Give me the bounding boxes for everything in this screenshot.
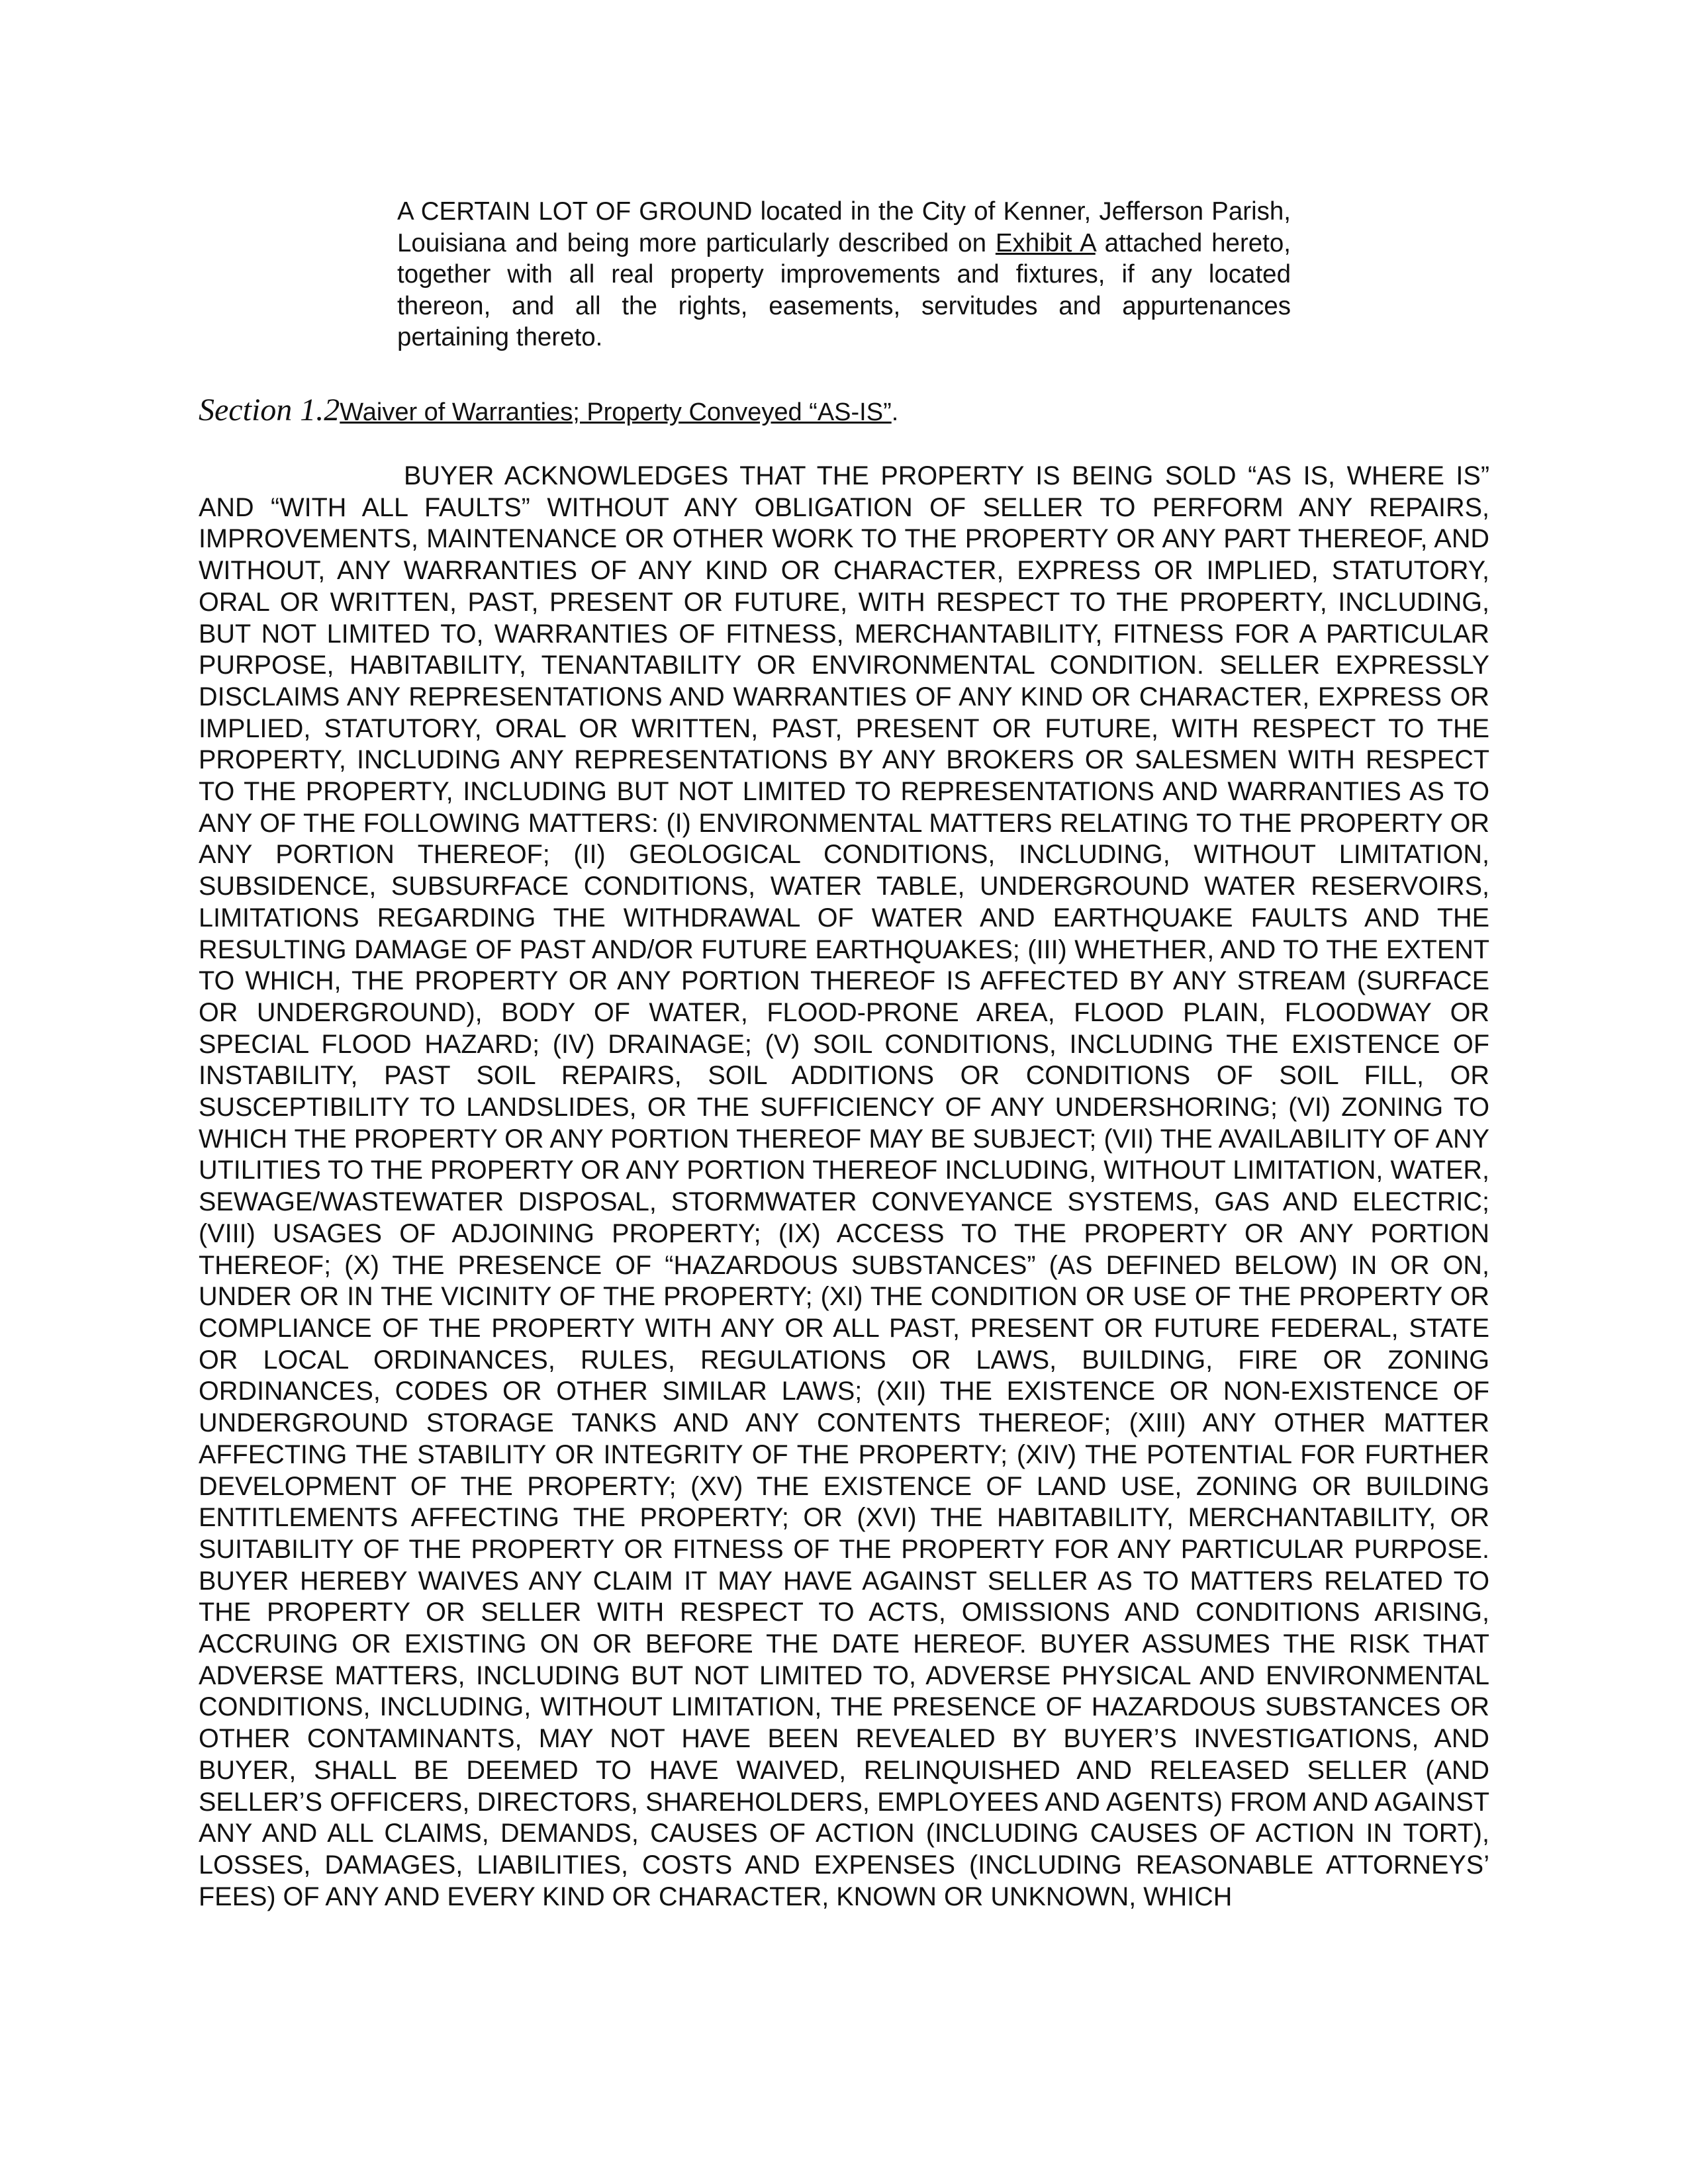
section-number: Section 1.2 — [199, 392, 340, 428]
property-description-text: A CERTAIN LOT OF GROUND located in the City of Kenner, Jefferson Parish, Louisiana and being more particularly described on — [397, 197, 1291, 257]
property-description-text-continued: attached hereto, together with all real property improvements and fixtures, if any located thereon, and all the rights, easements, servitudes and appurtenances pertaining thereto. — [397, 228, 1291, 351]
waiver-paragraph: BUYER ACKNOWLEDGES THAT THE PROPERTY IS BEING SOLD “AS IS, WHERE IS” AND “WITH ALL FAULTS” WITHOUT ANY OBLIGATION OF SELLER TO PERFORM ANY REPAIRS, IMPROVEMENTS, MAINTENANCE OR OTHER WORK TO THE PROPERTY OR ANY PART THEREOF, AND WITHOUT, ANY WARRANTIES OF ANY KIND OR CHARACTER, EXPRESS OR IMPLIED, STATUTORY, ORAL OR WRITTEN, PAST, PRESENT OR FUTURE, WITH RESPECT TO THE PROPERTY, INCLUDING, BUT NOT LIMITED TO, WARRANTIES OF FITNESS, MERCHANTABILITY, FITNESS FOR A PARTICULAR PURPOSE, HABITABILITY, TENANTABILITY OR ENVIRONMENTAL CONDITION. SELLER EXPRESSLY DISCLAIMS ANY REPRESENTATIONS AND WARRANTIES OF ANY KIND OR CHARACTER, EXPRESS OR IMPLIED, STATUTORY, ORAL OR WRITTEN, PAST, PRESENT OR FUTURE, WITH RESPECT TO THE PROPERTY, INCLUDING ANY REPRESENTATIONS BY ANY BROKERS OR SALESMEN WITH RESPECT TO THE PROPERTY, INCLUDING BUT NOT LIMITED TO REPRESENTATIONS AND WARRANTIES AS TO ANY OF THE FOLLOWING MATTERS: (I) ENVIRONMENTAL MATTERS RELATING TO THE PROPERTY OR ANY PORTION THEREOF; (II) GEOLOGICAL CONDITIONS, INCLUDING, WITHOUT LIMITATION, SUBSIDENCE, SUBSURFACE CONDITIONS, WATER TABLE, UNDERGROUND WATER RESERVOIRS, LIMITATIONS REGARDING THE WITHDRAWAL OF WATER AND EARTHQUAKE FAULTS AND THE RESULTING DAMAGE OF PAST AND/OR FUTURE EARTHQUAKES; (III) WHETHER, AND TO THE EXTENT TO WHICH, THE PROPERTY OR ANY PORTION THEREOF IS AFFECTED BY ANY STREAM (SURFACE OR UNDERGROUND), BODY OF WATER, FLOOD-PRONE AREA, FLOOD PLAIN, FLOODWAY OR SPECIAL FLOOD HAZARD; (IV) DRAINAGE; (V) SOIL CONDITIONS, INCLUDING THE EXISTENCE OF INSTABILITY, PAST SOIL REPAIRS, SOIL ADDITIONS OR CONDITIONS OF SOIL FILL, OR SUSCEPTIBILITY TO LANDSLIDES, OR THE SUFFICIENCY OF ANY UNDERSHORING; (VI) ZONING TO WHICH THE PROPERTY OR ANY PORTION THEREOF MAY BE SUBJECT; (VII) THE AVAILABILITY OF ANY UTILITIES TO THE PROPERTY OR ANY PORTION THEREOF INCLUDING, WITHOUT LIMITATION, WATER, SEWAGE/WASTEWATER DISPOSAL, STORMWATER CONVEYANCE SYSTEMS, GAS AND ELECTRIC; (VIII) USAGES OF ADJOINING PROPERTY; (IX) ACCESS TO THE PROPERTY OR ANY PORTION THEREOF; (X) THE PRESENCE OF “HAZARDOUS SUBSTANCES” (AS DEFINED BELOW) IN OR ON, UNDER OR IN THE VICINITY OF THE PROPERTY; (XI) THE CONDITION OR USE OF THE PROPERTY OR COMPLIANCE OF THE PROPERTY WITH ANY OR ALL PAST, PRESENT OR FUTURE FEDERAL, STATE OR LOCAL ORDINANCES, RULES, REGULATIONS OR LAWS, BUILDING, FIRE OR ZONING ORDINANCES, CODES OR OTHER SIMILAR LAWS; (XII) THE EXISTENCE OR NON-EXISTENCE OF UNDERGROUND STORAGE TANKS AND ANY CONTENTS THEREOF; (XIII) ANY OTHER MATTER AFFECTING THE STABILITY OR INTEGRITY OF THE PROPERTY; (XIV) THE POTENTIAL FOR FURTHER DEVELOPMENT OF THE PROPERTY; (XV) THE EXISTENCE OF LAND USE, ZONING OR BUILDING ENTITLEMENTS AFFECTING THE PROPERTY; OR (XVI) THE HABITABILITY, MERCHANTABILITY, OR SUITABILITY OF THE PROPERTY OR FITNESS OF THE PROPERTY FOR ANY PARTICULAR PURPOSE. BUYER HEREBY WAIVES ANY CLAIM IT MAY HAVE AGAINST SELLER AS TO MATTERS RELATED TO THE PROPERTY OR SELLER WITH RESPECT TO ACTS, OMISSIONS AND CONDITIONS ARISING, ACCRUING OR EXISTING ON OR BEFORE THE DATE HEREOF. BUYER ASSUMES THE RISK THAT ADVERSE MATTERS, INCLUDING BUT NOT LIMITED TO, ADVERSE PHYSICAL AND ENVIRONMENTAL CONDITIONS, INCLUDING, WITHOUT LIMITATION, THE PRESENCE OF HAZARDOUS SUBSTANCES OR OTHER CONTAMINANTS, MAY NOT HAVE BEEN REVEALED BY BUYER’S INVESTIGATIONS, AND BUYER, SHALL BE DEEMED TO HAVE WAIVED, RELINQUISHED AND RELEASED SELLER (AND SELLER’S OFFICERS, DIRECTORS, SHAREHOLDERS, EMPLOYEES AND AGENTS) FROM AND AGAINST ANY AND ALL CLAIMS, DEMANDS, CAUSES OF ACTION (INCLUDING CAUSES OF ACTION IN TORT), LOSSES, DAMAGES, LIABILITIES, COSTS AND EXPENSES (INCLUDING REASONABLE ATTORNEYS’ FEES) OF ANY AND EVERY KIND OR CHARACTER, KNOWN OR UNKNOWN, WHICH — [199, 461, 1489, 1911]
section-title-period: . — [891, 398, 899, 426]
property-description — [397, 196, 1291, 353]
exhibit-a-link[interactable]: Exhibit A — [995, 228, 1096, 257]
section-heading — [199, 392, 1496, 431]
section-title: Waiver of Warranties; Property Conveyed “AS-IS” — [340, 398, 892, 426]
